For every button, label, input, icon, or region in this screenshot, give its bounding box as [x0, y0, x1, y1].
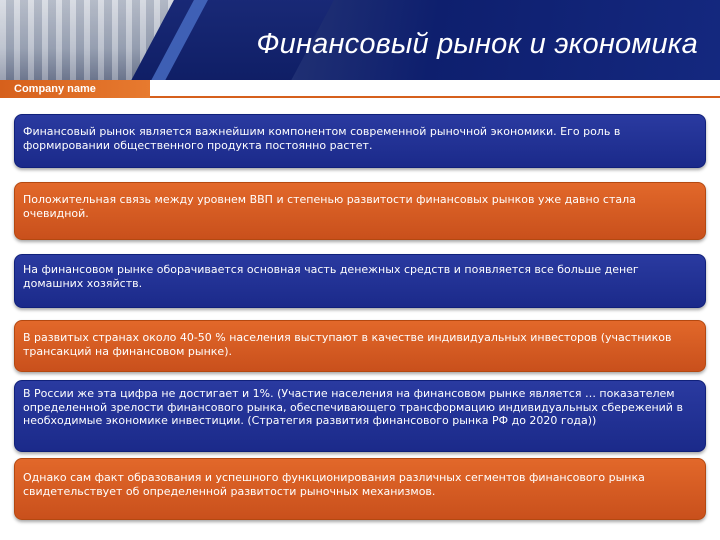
slide-title: Финансовый рынок и экономика [256, 28, 698, 60]
text-box-5: В России же эта цифра не достигает и 1%. (Участие населения на финансовом рынке является … показателем определенной зрелости финансового рынка, обеспечивающего трансформацию индивидуальных сбережений в необходимые экономике инвестиции. (Стратегия развития финансового рынка РФ до 2020 года)) [14, 380, 706, 452]
text-box-2: Положительная связь между уровнем ВВП и степенью развитости финансовых рынков уже давно стала очевидной. [14, 182, 706, 240]
company-divider [150, 96, 720, 98]
slide-header [0, 0, 720, 80]
text-box-6: Однако сам факт образования и успешного функционирования различных сегментов финансового рынка свидетельствует об определенной развитости рыночных механизмов. [14, 458, 706, 520]
company-name-tab: Company name [0, 80, 150, 98]
text-box-3: На финансовом рынке оборачивается основная часть денежных средств и появляется все больше денег домашних хозяйств. [14, 254, 706, 308]
text-box-4: В развитых странах около 40-50 % населения выступают в качестве индивидуальных инвесторов (участников трансакций на финансовом рынке). [14, 320, 706, 372]
text-box-1: Финансовый рынок является важнейшим компонентом современной рыночной экономики. Его роль в формировании общественного продукта постоянно растет. [14, 114, 706, 168]
